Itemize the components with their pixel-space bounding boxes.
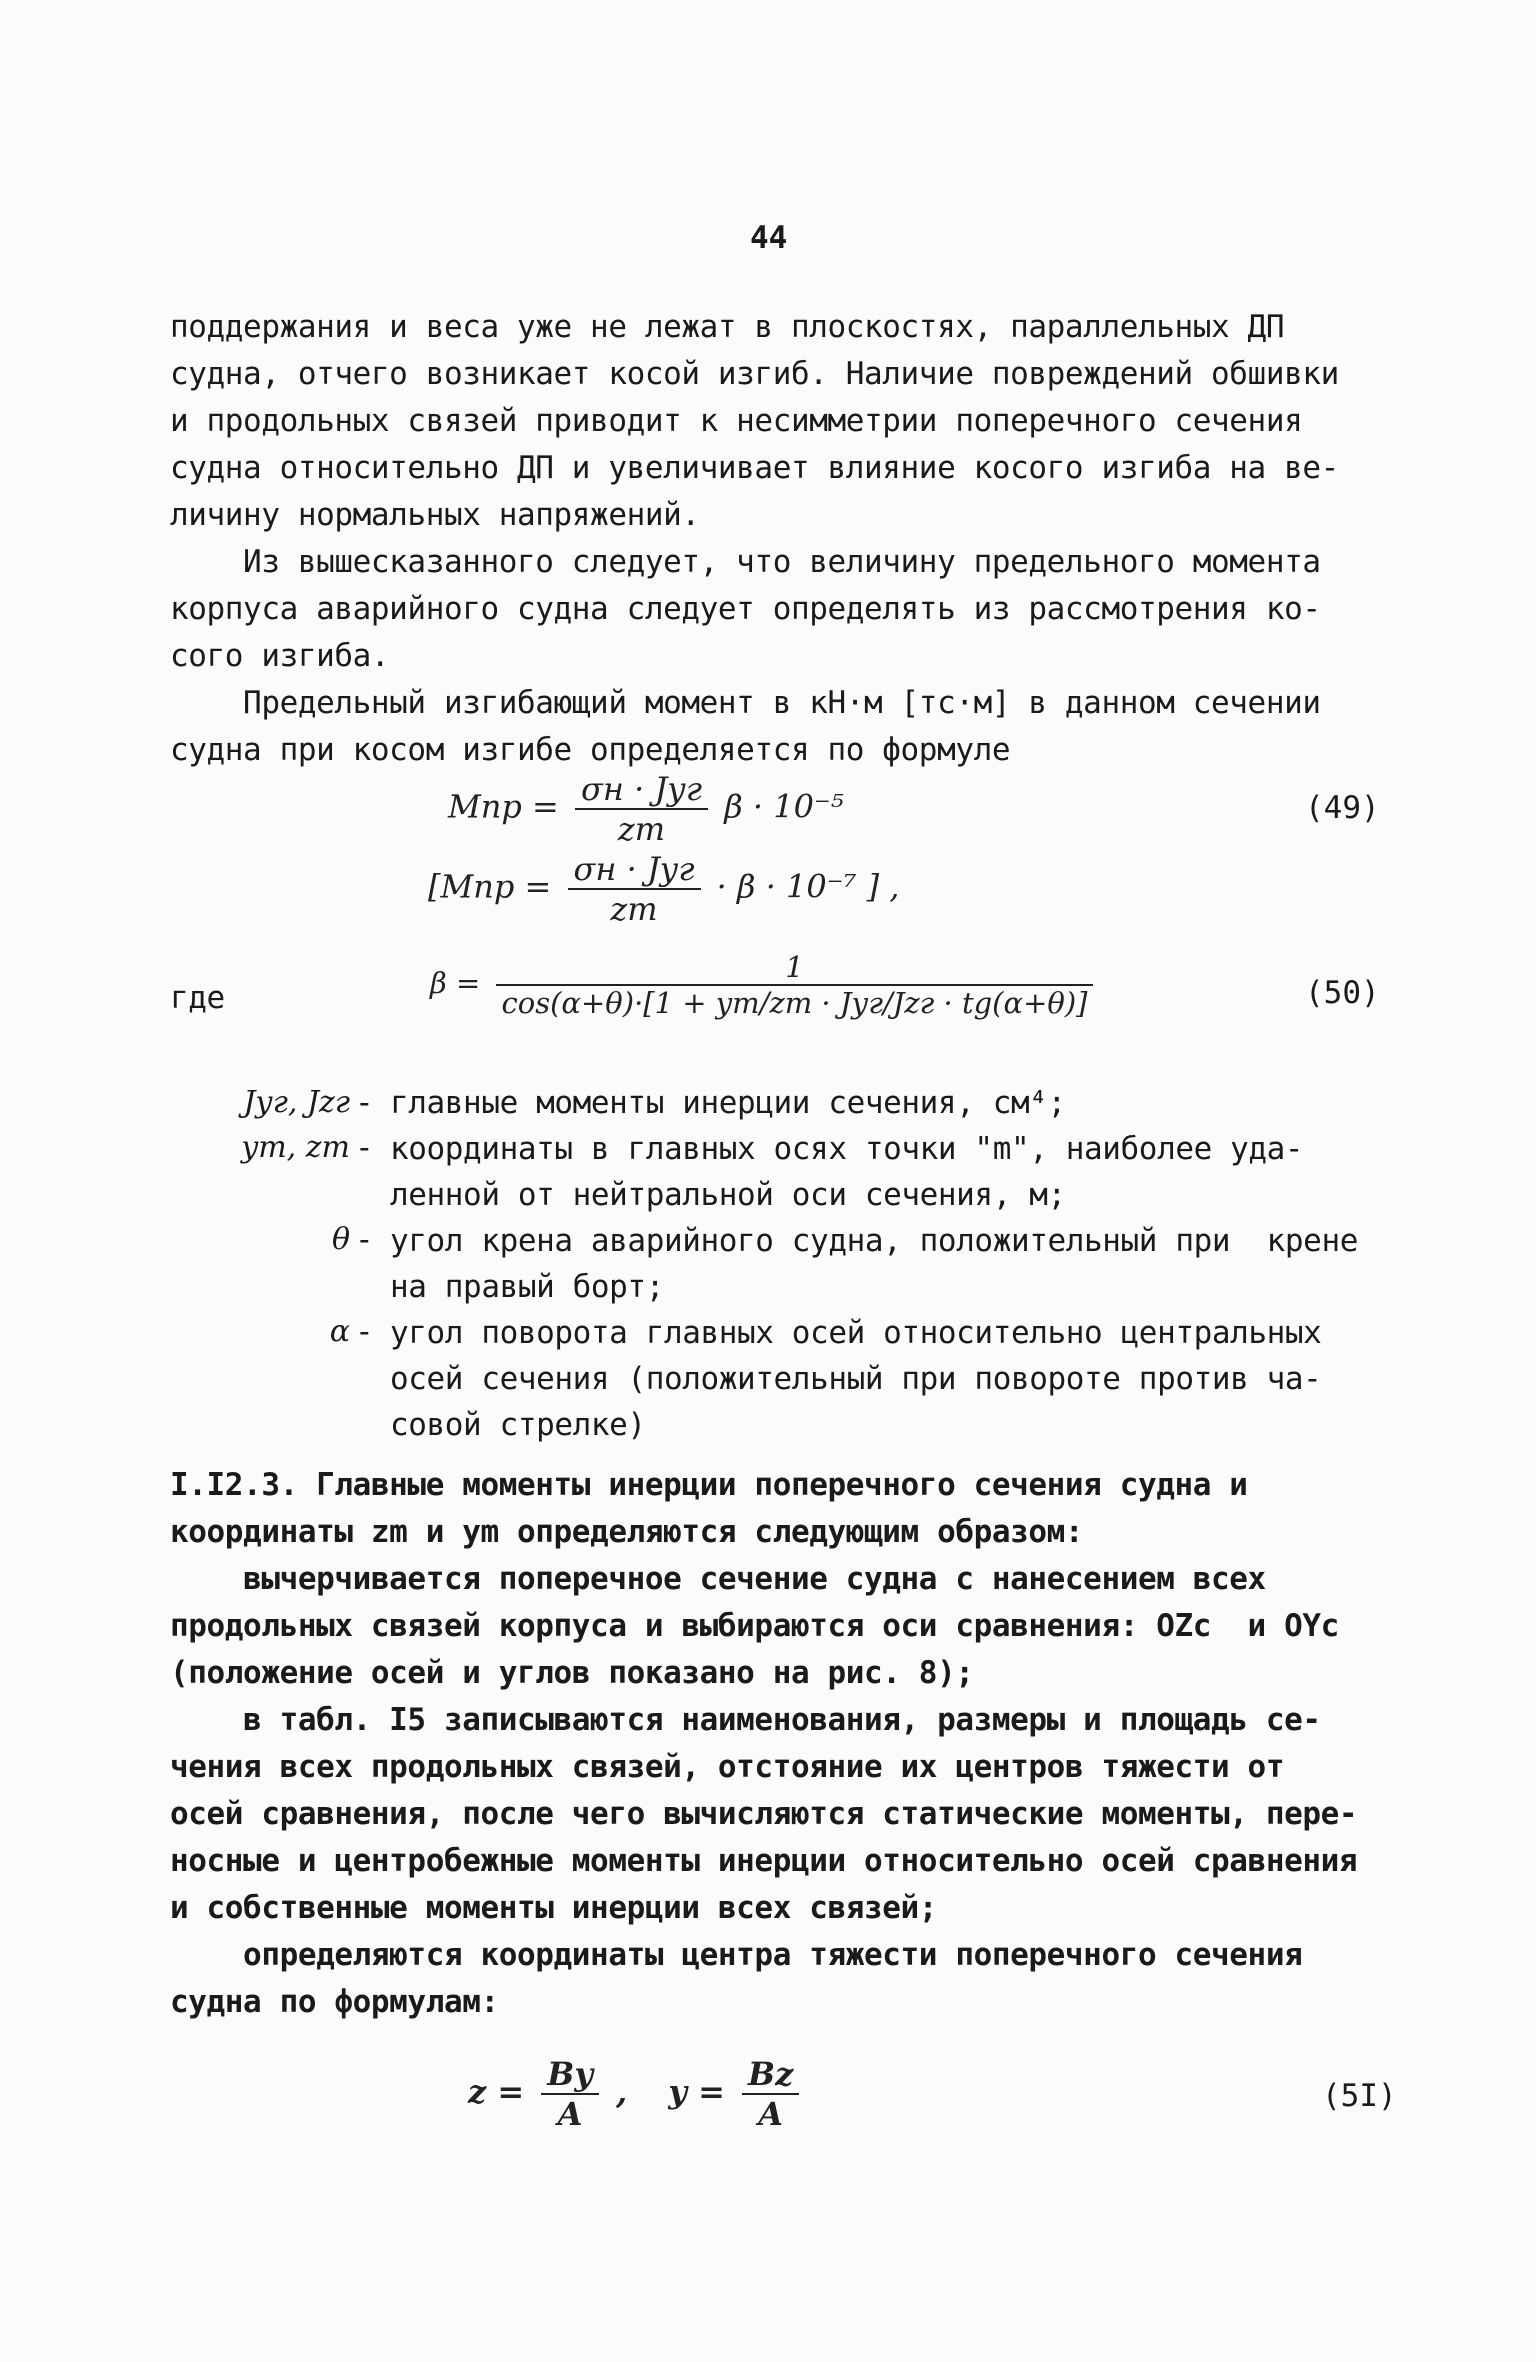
definition-dash: - (355, 1222, 374, 1258)
formula-lhs: β = (430, 966, 481, 1000)
equation-number-49: (49) (1305, 790, 1380, 826)
text-line: и собственные моменты инерции всех связей; (170, 1890, 938, 1926)
text-line: судна по формулам: (170, 1984, 499, 2020)
text-line: продольных связей корпуса и выбираются оси сравнения: OZс и OYс (170, 1608, 1339, 1644)
formula-lhs: [Mпр = (428, 867, 552, 906)
text-line: Предельный изгибающий момент в кН·м [тс·м] в данном сечении (170, 685, 1321, 721)
text-line: личину нормальных напряжений. (170, 497, 700, 533)
fraction (575, 770, 708, 848)
definition-text: на правый борт; (390, 1269, 664, 1305)
text-line: (положение осей и углов показано на рис. 8); (170, 1655, 974, 1691)
definition-dash: - (355, 1130, 374, 1166)
definition-text: ленной от нейтральной оси сечения, м; (390, 1177, 1066, 1213)
fraction-numerator: Bz (742, 2055, 799, 2095)
fraction (742, 2055, 799, 2133)
text-line: Из вышесказанного следует, что величину предельного момента (170, 544, 1321, 580)
formula-lhs: Mпр = (448, 787, 559, 826)
definition-symbol: ym, zm (241, 1130, 350, 1165)
fraction (496, 950, 1094, 1020)
where-label: где (170, 980, 225, 1016)
definition-dash: - (355, 1314, 374, 1350)
formula-lhs: y = (668, 2072, 725, 2111)
definition-dash: - (355, 1085, 374, 1121)
text-line: корпуса аварийного судна следует определять из рассмотрения ко- (170, 591, 1321, 627)
text-line: судна, отчего возникает косой изгиб. Наличие повреждений обшивки (170, 356, 1339, 392)
fraction-numerator: σн · Jуг (568, 850, 701, 890)
definition-symbol: α (329, 1314, 350, 1349)
definition-text: осей сечения (положительный при повороте против ча- (390, 1361, 1322, 1397)
formula-51 (468, 2055, 805, 2133)
fraction-denominator: zm (610, 890, 658, 928)
definition-text: координаты в главных осях точки "m", наиболее уда- (390, 1131, 1304, 1167)
equation-number-51: (5I) (1322, 2078, 1397, 2114)
text-line: сого изгиба. (170, 638, 390, 674)
text-line: вычерчивается поперечное сечение судна с нанесением всех (170, 1561, 1266, 1597)
fraction-numerator: By (541, 2055, 599, 2095)
text-line: и продольных связей приводит к несимметрии поперечного сечения (170, 403, 1303, 439)
formula-49 (448, 770, 844, 848)
fraction-denominator: zm (617, 810, 666, 848)
text-line: в табл. I5 записываются наименования, размеры и площадь се- (170, 1702, 1321, 1738)
fraction-denominator: cos(α+θ)·[1 + ym/zm · Jуг/Jzг · tg(α+θ)] (501, 986, 1088, 1020)
formula-49-alt (428, 850, 899, 928)
definition-text: главные моменты инерции сечения, см⁴; (390, 1085, 1066, 1121)
fraction-denominator: A (758, 2095, 784, 2133)
definition-symbol: θ (331, 1222, 350, 1257)
formula-tail: β · 10⁻⁵ (724, 787, 844, 826)
fraction-numerator: 1 (496, 950, 1094, 986)
text-line: осей сравнения, после чего вычисляются статические моменты, пере- (170, 1796, 1358, 1832)
text-line: поддержания и веса уже не лежат в плоскостях, параллельных ДП (170, 309, 1285, 345)
fraction-denominator: A (557, 2095, 583, 2133)
fraction (568, 850, 701, 928)
definition-text: угол поворота главных осей относительно центральных (390, 1315, 1322, 1351)
text-line: носные и центробежные моменты инерции относительно осей сравнения (170, 1843, 1358, 1879)
page-number: 44 (750, 220, 788, 256)
text-line: I.I2.3. Главные моменты инерции поперечного сечения судна и (170, 1467, 1248, 1503)
definition-text: угол крена аварийного судна, положительный при крене (390, 1223, 1358, 1259)
text-line: судна относительно ДП и увеличивает влияние косого изгиба на ве- (170, 450, 1339, 486)
fraction-numerator: σн · Jуг (575, 770, 708, 810)
equation-number-50: (50) (1305, 975, 1380, 1011)
formula-separator: , (616, 2072, 628, 2111)
formula-tail: · β · 10⁻⁷ ] , (716, 867, 900, 906)
fraction (541, 2055, 599, 2133)
formula-50 (430, 950, 1099, 1020)
formula-lhs: z = (468, 2072, 525, 2111)
text-line: чения всех продольных связей, отстояние их центров тяжести от (170, 1749, 1285, 1785)
text-line: определяются координаты центра тяжести поперечного сечения (170, 1937, 1303, 1973)
definition-symbol: Jуг, Jzг (243, 1085, 350, 1120)
text-line: судна при косом изгибе определяется по формуле (170, 732, 1011, 768)
definition-text: совой стрелке) (390, 1407, 646, 1443)
text-line: координаты zm и ym определяются следующим образом: (170, 1514, 1084, 1550)
